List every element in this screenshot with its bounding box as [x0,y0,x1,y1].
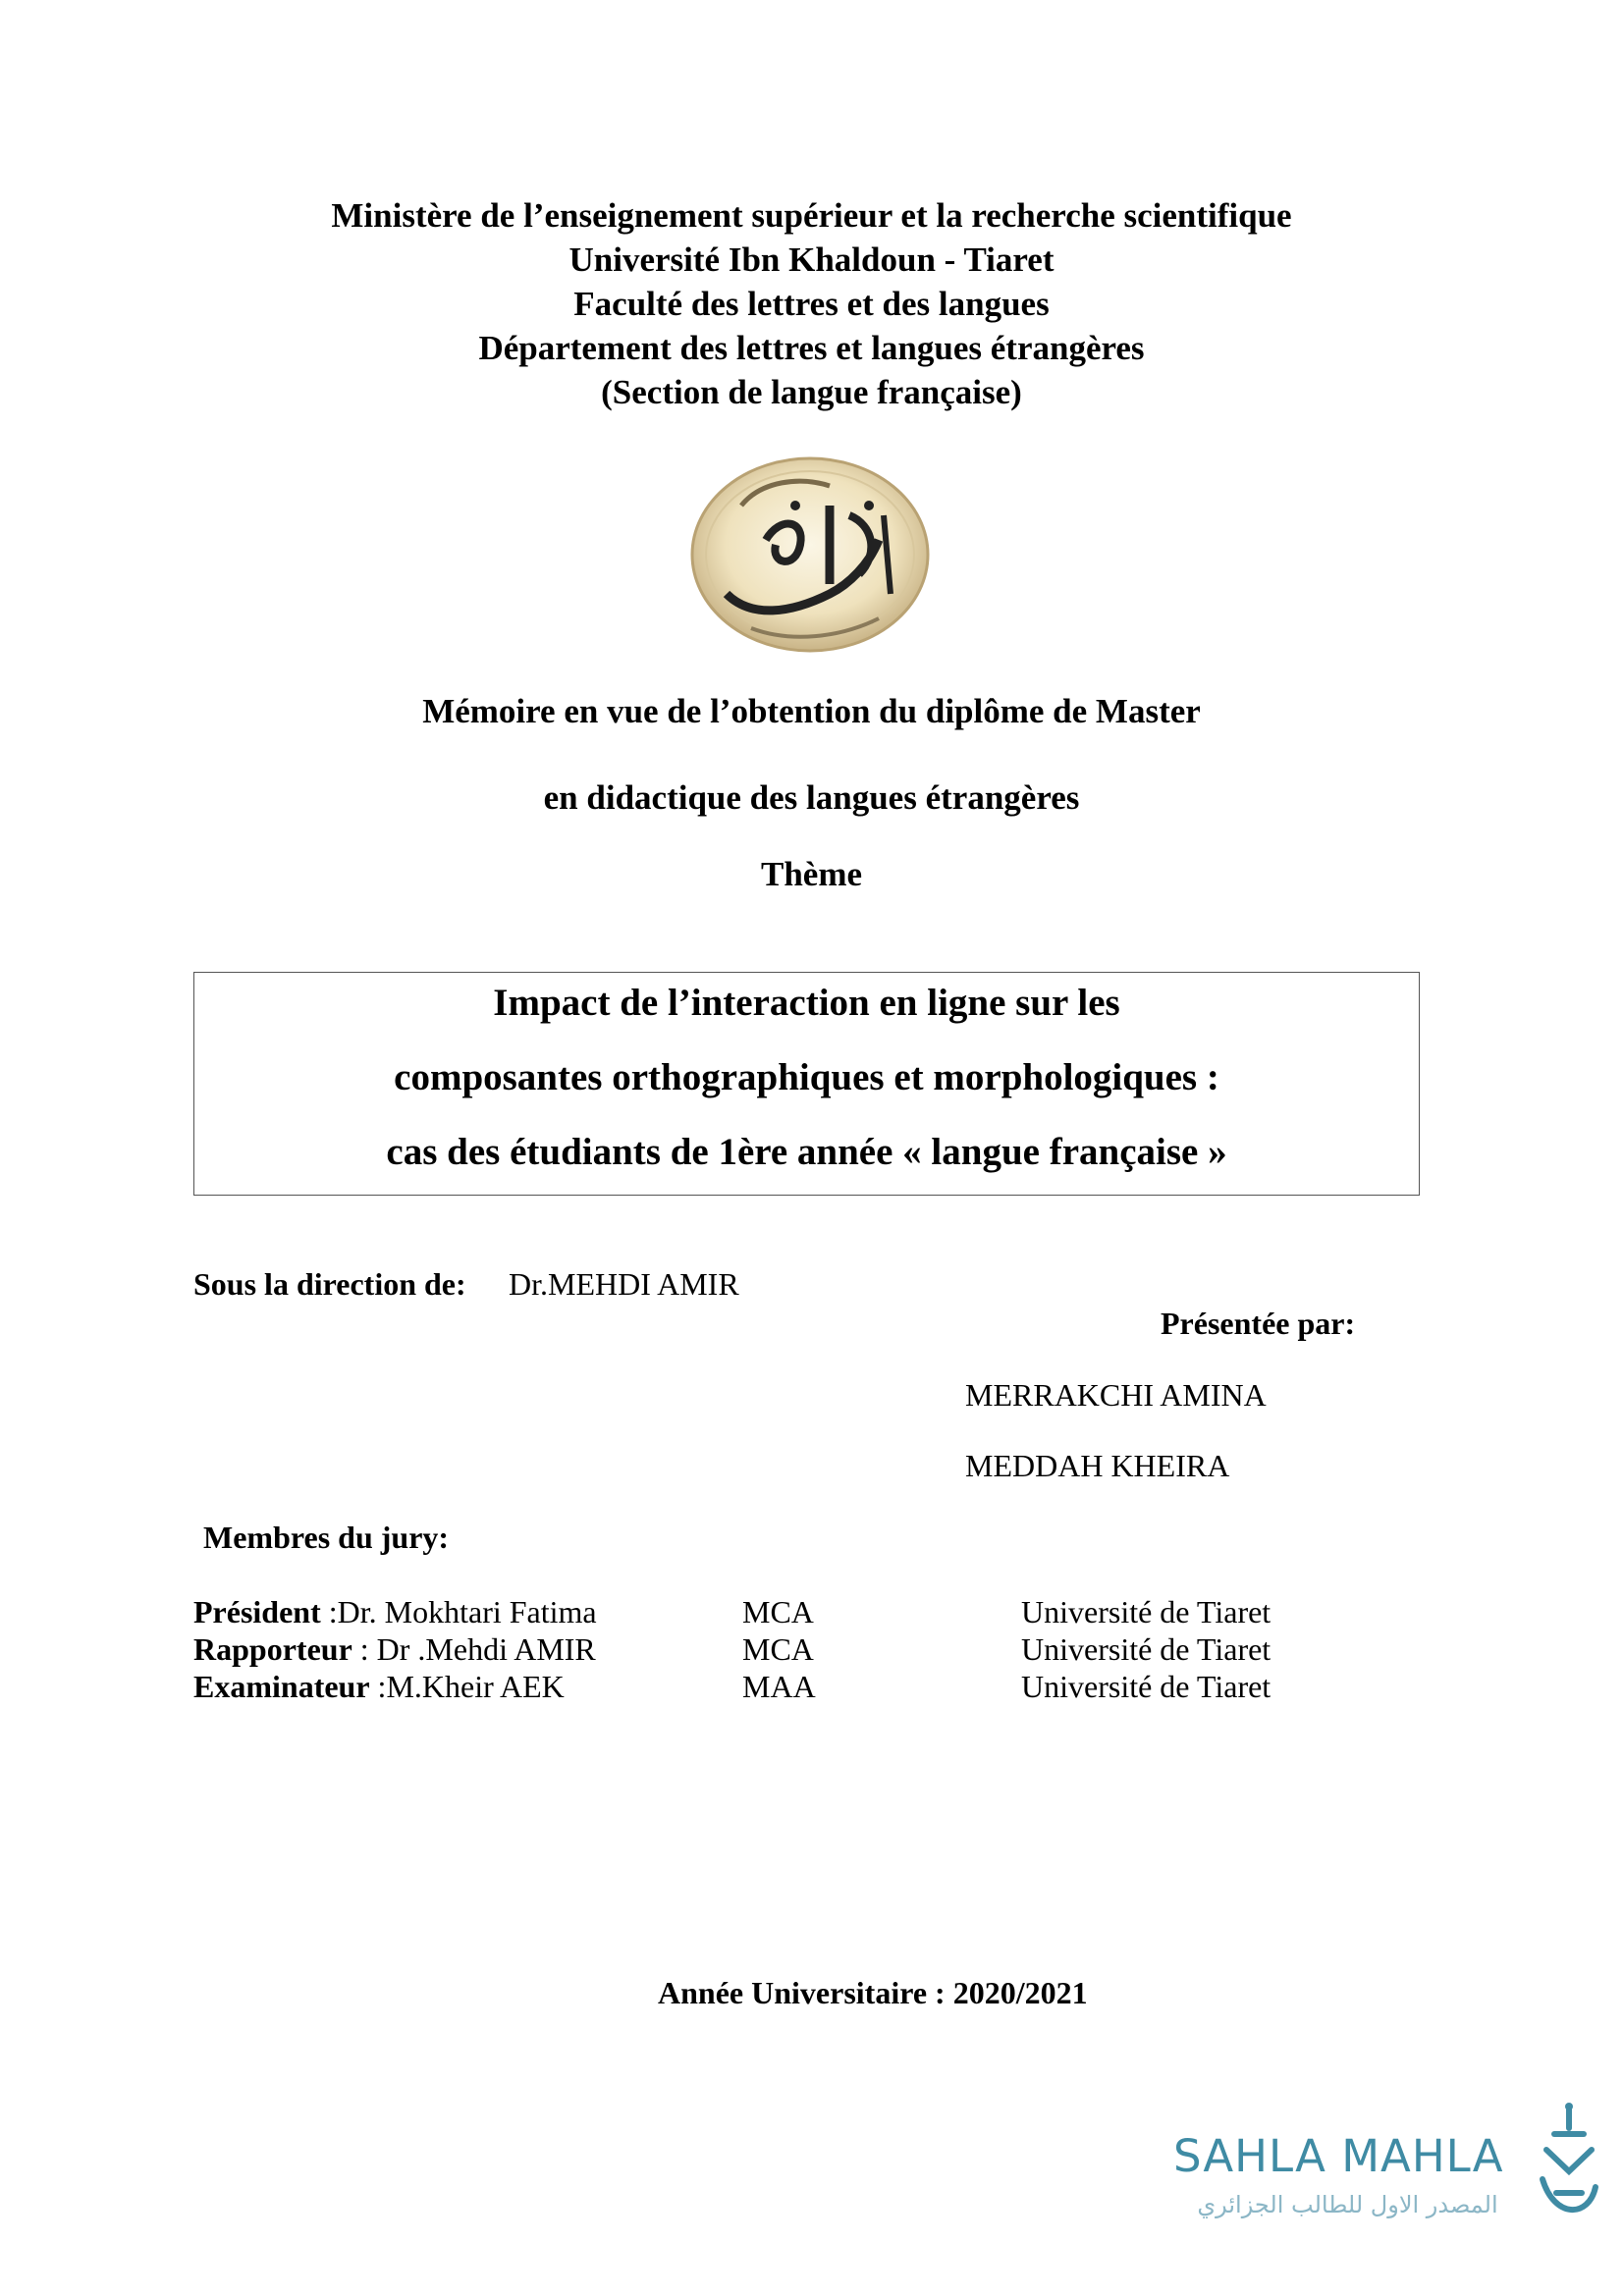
jury-grade: MCA [742,1594,814,1629]
department-line: Département des lettres et langues étrangères [478,329,1145,367]
faculty-line: Faculté des lettres et des langues [573,285,1050,323]
jury-row-examinateur [193,1669,565,1705]
specialty-line: en didactique des langues étrangères [543,778,1080,817]
jury-row-rapporteur [193,1631,596,1668]
jury-separator: : [320,1594,338,1629]
ministry-line: Ministère de l’enseignement supérieur et la recherche scientifique [331,196,1292,235]
jury-grade: MAA [742,1669,816,1704]
theme-title-line-1: Impact de l’interaction en ligne sur les [493,982,1120,1024]
watermark-brand: SAHLA MAHLA [1173,2130,1504,2182]
jury-role: Rapporteur [193,1631,352,1667]
jury-title: Membres du jury: [203,1520,450,1555]
jury-university: Université de Tiaret [1021,1594,1271,1629]
academic-year: Année Universitaire : 2020/2021 [658,1975,1088,2010]
memoire-line: Mémoire en vue de l’obtention du diplôme de Master [422,692,1201,730]
jury-role: Président [193,1594,321,1629]
sahla-mahla-logo-icon [1535,2101,1603,2228]
university-line: Université Ibn Khaldoun - Tiaret [568,240,1055,279]
theme-title-line-3: cas des étudiants de 1ère année « langue française » [386,1131,1227,1173]
student-name: MEDDAH KHEIRA [965,1448,1230,1483]
theme-box [193,972,1420,1196]
jury-university: Université de Tiaret [1021,1669,1271,1704]
sahla-mahla-watermark [1173,2101,1605,2248]
theme-label: Thème [760,855,863,893]
jury-role: Examinateur [193,1669,370,1704]
presented-label: Présentée par: [1161,1306,1356,1341]
jury-separator: : [352,1631,377,1667]
jury-name: Dr .Mehdi AMIR [376,1631,596,1667]
jury-name: M.Kheir AEK [386,1669,565,1704]
jury-name: Dr. Mokhtari Fatima [337,1594,597,1629]
supervisor-name: Dr.MEHDI AMIR [509,1266,739,1302]
student-name: MERRAKCHI AMINA [965,1377,1267,1413]
university-seal-icon [682,447,938,658]
institution-header [0,193,1623,414]
jury-grade: MCA [742,1631,814,1667]
section-line: (Section de langue française) [601,373,1022,411]
jury-separator: : [369,1669,387,1704]
direction-label: Sous la direction de: [193,1266,466,1302]
theme-title-line-2: composantes orthographiques et morphologiques : [394,1056,1219,1098]
watermark-tagline: المصدر الاول للطالب الجزائري [1197,2191,1498,2218]
jury-university: Université de Tiaret [1021,1631,1271,1667]
jury-row-president [193,1594,597,1630]
